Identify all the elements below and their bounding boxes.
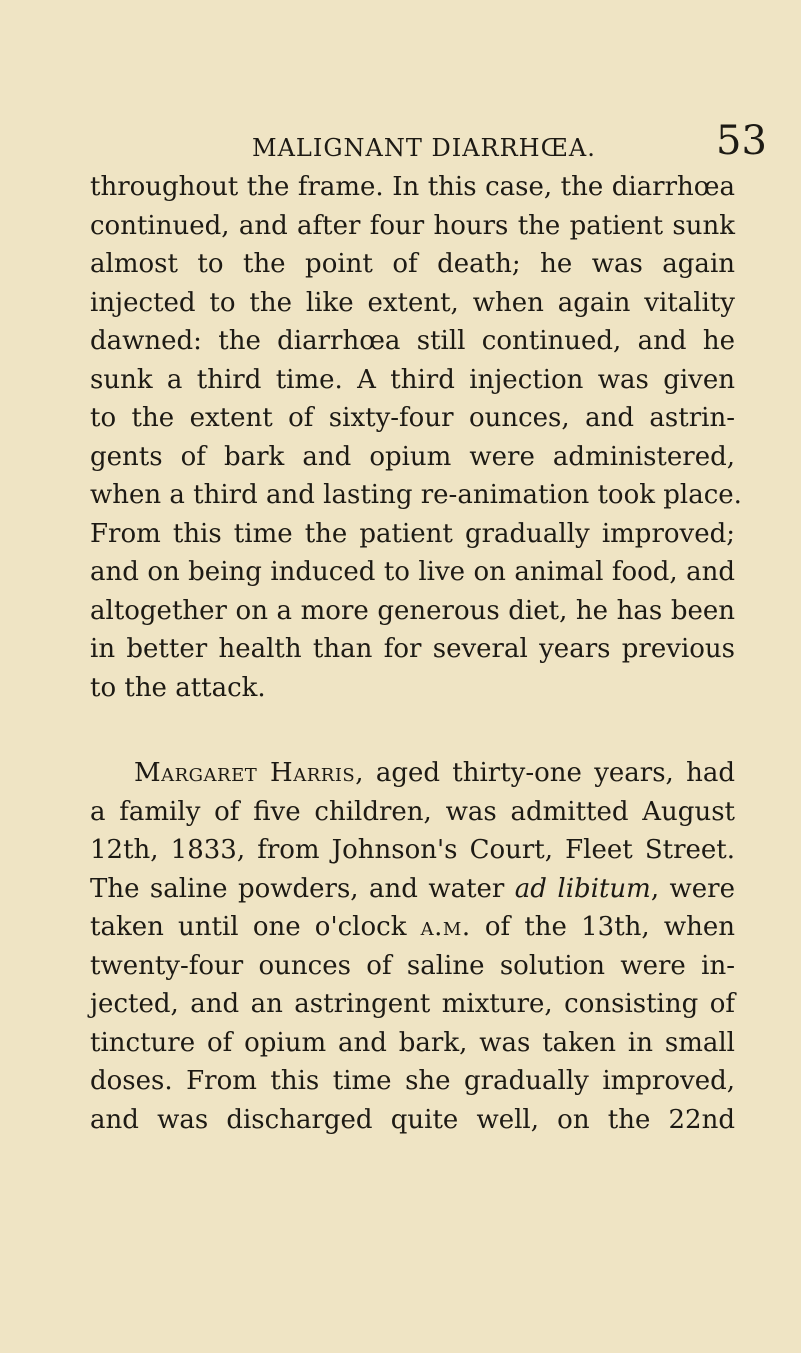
text-line: From this time the patient gradually improved; bbox=[90, 518, 735, 549]
patient-name: Margaret Harris bbox=[134, 758, 356, 788]
text-line: gents of bark and opium were administered, bbox=[90, 441, 735, 472]
text-span: The saline powders, and water bbox=[90, 873, 515, 904]
text-span: , were bbox=[650, 873, 735, 904]
text-line: injected to the like extent, when again vitality bbox=[90, 287, 735, 318]
text-line: continued, and after four hours the patient sunk bbox=[90, 210, 735, 241]
italic-phrase: ad libitum bbox=[514, 873, 651, 904]
text-span: of the 13th, when bbox=[470, 912, 735, 942]
text-line: sunk a third time. A third injection was given bbox=[90, 364, 735, 395]
text-line: a family of five children, was admitted August bbox=[90, 796, 735, 827]
running-head: MALIGNANT DIARRHŒA. bbox=[252, 134, 596, 162]
body-text bbox=[90, 168, 742, 1139]
paragraph-gap bbox=[90, 707, 735, 754]
text-line bbox=[90, 754, 735, 793]
text-line: to the extent of sixty-four ounces, and astrin- bbox=[90, 403, 735, 433]
page-number: 53 bbox=[716, 118, 767, 164]
paragraph-1 bbox=[90, 168, 742, 707]
text-line: tincture of opium and bark, was taken in small bbox=[90, 1027, 735, 1058]
text-line: throughout the frame. In this case, the diarrhœa bbox=[90, 172, 735, 202]
text-span: , aged thirty-one years, had bbox=[355, 758, 735, 788]
text-span: taken until one o'clock bbox=[90, 912, 421, 942]
text-line: twenty-four ounces of saline solution were in- bbox=[90, 950, 735, 981]
text-line: jected, and an astringent mixture, consisting of bbox=[90, 989, 735, 1019]
paragraph-2 bbox=[90, 754, 735, 1139]
text-line bbox=[90, 870, 735, 909]
text-line: 12th, 1833, from Johnson's Court, Fleet Street. bbox=[90, 835, 735, 865]
text-line bbox=[90, 908, 735, 947]
text-line: doses. From this time she gradually improved, bbox=[90, 1066, 735, 1096]
text-line: and was discharged quite well, on the 22nd bbox=[90, 1104, 735, 1135]
text-line: in better health than for several years previous bbox=[90, 634, 735, 664]
time-abbrev: a.m. bbox=[420, 912, 471, 942]
text-line: to the attack. bbox=[90, 672, 266, 703]
text-line: altogether on a more generous diet, he has been bbox=[90, 595, 735, 626]
text-line: and on being induced to live on animal food, and bbox=[90, 557, 735, 587]
text-line: dawned: the diarrhœa still continued, and he bbox=[90, 326, 735, 356]
text-line: when a third and lasting re-animation took place. bbox=[90, 480, 742, 510]
text-line: almost to the point of death; he was again bbox=[90, 249, 735, 279]
